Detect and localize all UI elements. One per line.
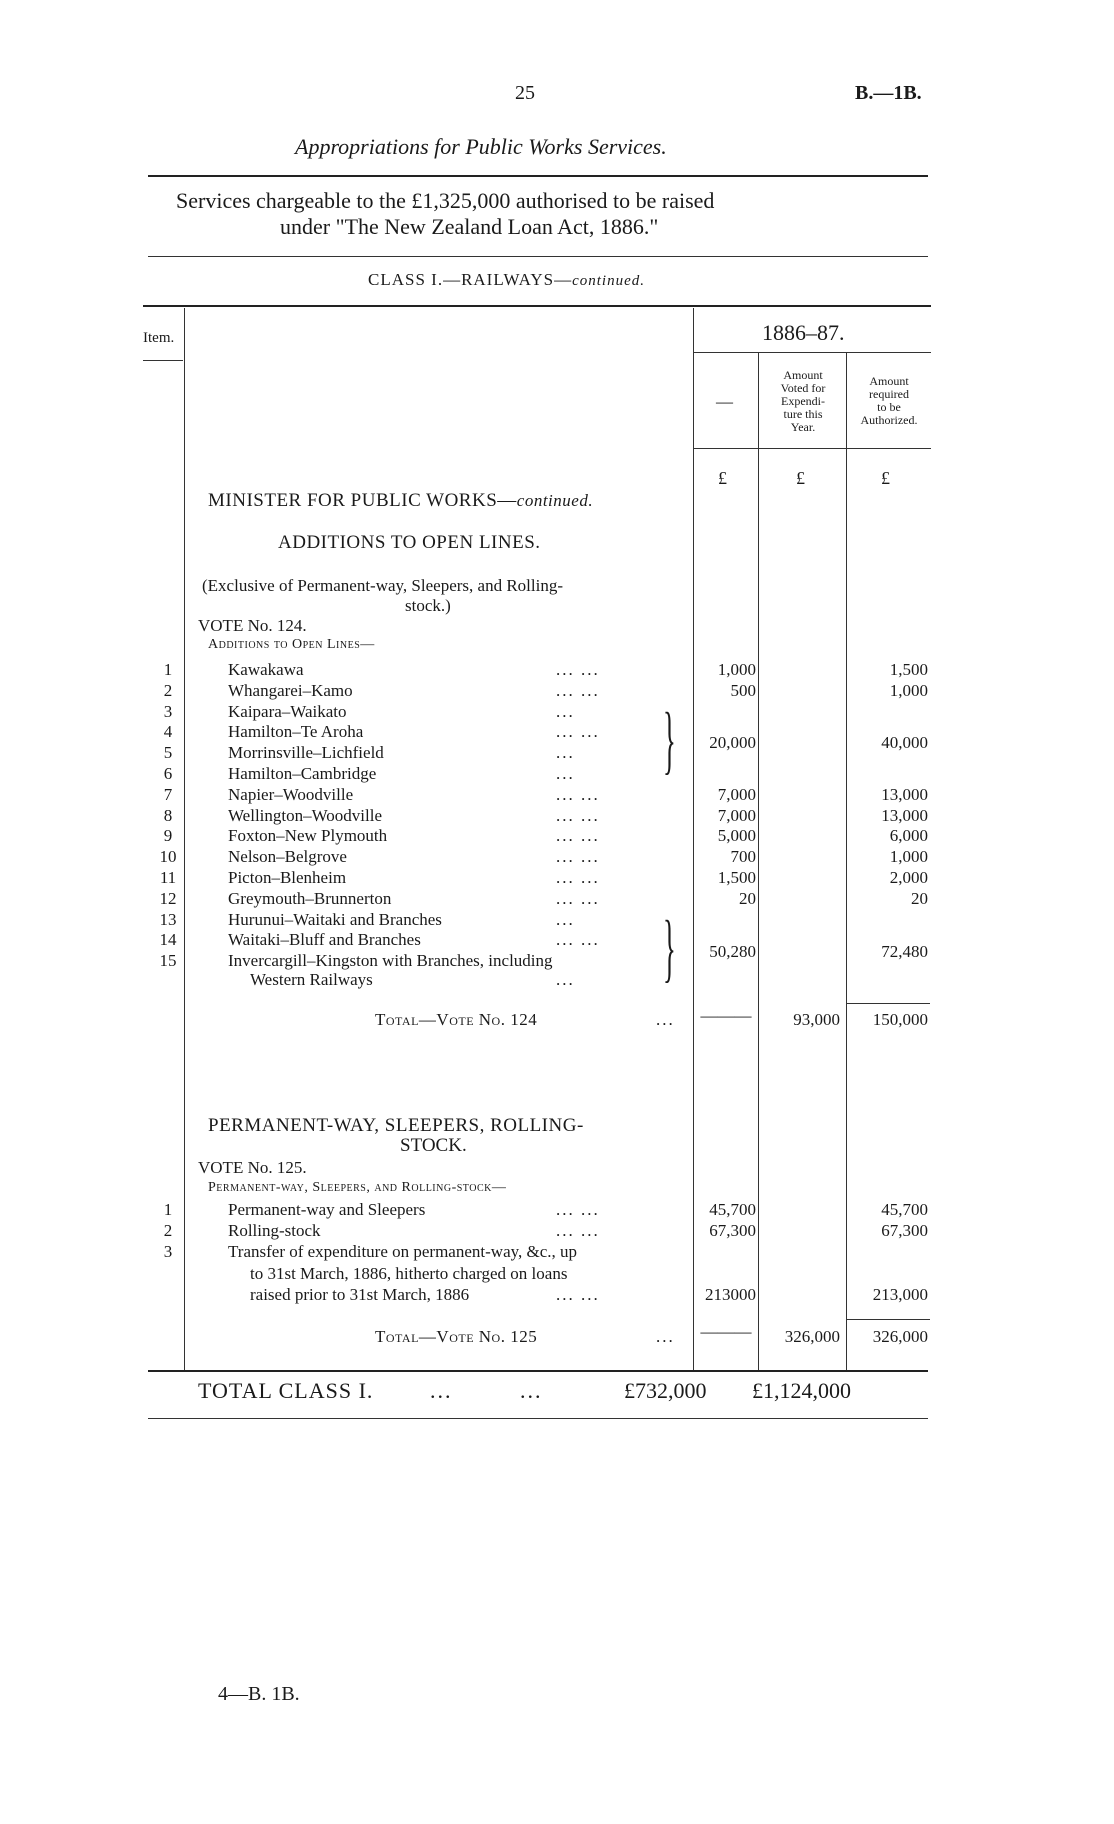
item-number: 3 <box>163 1242 173 1261</box>
grand-total-label: TOTAL CLASS I. <box>198 1378 374 1403</box>
item-number: 3 <box>163 701 173 721</box>
item-name: Kawakawa <box>228 660 304 679</box>
leader-dots: ... ... <box>556 930 600 950</box>
brace-items-3-6: } <box>663 698 676 782</box>
section1-note-line-2: stock.) <box>405 596 451 615</box>
col1-heading: — <box>716 392 733 411</box>
item-amount-col3: 72,480 <box>881 942 928 961</box>
item-name: Transfer of expenditure on permanent-way, &c., up <box>228 1242 578 1261</box>
col3-heading-line: Authorized. <box>860 413 918 427</box>
section1-heading: ADDITIONS TO OPEN LINES. <box>278 532 541 553</box>
item-amount-col3: 13,000 <box>881 805 928 825</box>
item-amount-col3: 1,000 <box>889 847 928 867</box>
item-amount-col3: 1,500 <box>889 660 928 679</box>
subtitle-line-2: under "The New Zealand Loan Act, 1886." <box>280 214 659 239</box>
vote-125-total-rule <box>846 1319 930 1320</box>
leader-dots: ... ... <box>556 805 600 825</box>
item-amount-col1: 5,000 <box>717 826 756 846</box>
minister-heading <box>208 490 593 512</box>
vote-124-total-rule <box>846 1003 930 1004</box>
item-3-dots: ... ... <box>556 1285 600 1304</box>
vote-125-total-dots: ... <box>656 1327 675 1346</box>
document-reference: B.—1B. <box>855 82 922 104</box>
item-col-divider <box>184 308 185 1370</box>
item-name: Permanent-way and Sleepers <box>228 1200 426 1219</box>
item-name: Morrinsville–Lichfield <box>228 743 384 763</box>
item-amount-col3: 2,000 <box>889 868 928 887</box>
item-number: 10 <box>159 847 177 867</box>
vote-124-label: VOTE No. 124. <box>198 616 307 635</box>
item-3-line-2: to 31st March, 1886, hitherto charged on loans <box>250 1264 568 1283</box>
subtitle-rule <box>148 256 928 257</box>
item-number: 1 <box>163 1200 173 1219</box>
vote-125-total-col2: 326,000 <box>784 1327 840 1346</box>
grand-total-top-rule <box>148 1370 928 1372</box>
item-number: 13 <box>159 909 177 929</box>
item-name: Whangarei–Kamo <box>228 680 353 700</box>
item-name: Foxton–New Plymouth <box>228 826 388 846</box>
leader-dots: ... <box>556 743 575 763</box>
brace-items-13-15: } <box>663 906 676 990</box>
item-amount-col3: 67,300 <box>881 1221 928 1240</box>
item-amount-col1: 50,280 <box>709 942 756 961</box>
year-rule <box>693 352 931 353</box>
item-amount-col1: 67,300 <box>709 1221 756 1240</box>
item-name: Invercargill–Kingston with Branches, including <box>228 951 553 971</box>
item-amount-col3: 40,000 <box>881 733 928 752</box>
item-number: 2 <box>163 1221 173 1240</box>
item-name: Waitaki–Bluff and Branches <box>228 930 421 950</box>
grand-total-bottom-rule <box>148 1418 928 1419</box>
page-number: 25 <box>515 82 535 104</box>
year-heading: 1886–87. <box>762 320 845 345</box>
col2-heading <box>760 369 846 434</box>
section1-note-line-1: (Exclusive of Permanent-way, Sleepers, and Rolling- <box>202 576 563 595</box>
table-top-rule <box>143 305 931 307</box>
col3-heading-line: to be <box>877 400 901 414</box>
item-name: Rolling-stock <box>228 1221 321 1240</box>
leader-dots: ... <box>556 909 575 929</box>
grand-total-col2: £732,000 <box>624 1378 707 1403</box>
minister-heading-text: MINISTER FOR PUBLIC WORKS— <box>208 490 517 511</box>
item-amount-col3: 20 <box>911 888 928 908</box>
item-amount-col1: 1,000 <box>717 660 756 679</box>
item-column-label: Item. <box>143 330 175 346</box>
vote-124-total-dots: ... <box>656 1010 675 1029</box>
item-number: 5 <box>163 743 173 763</box>
item-number: 2 <box>163 680 173 700</box>
item-name: Picton–Blenheim <box>228 868 347 887</box>
item-number: 12 <box>159 888 177 908</box>
item-name: Napier–Woodville <box>228 784 354 804</box>
item-label-rule <box>143 360 183 361</box>
col2-heading-line: ture this <box>783 407 823 421</box>
item-3-col1: 213000 <box>705 1285 756 1304</box>
item-number: 1 <box>163 660 173 679</box>
col3-heading-line: Amount <box>869 374 909 388</box>
currency-symbol-col2: £ <box>796 468 805 488</box>
item-name: Hamilton–Cambridge <box>228 764 377 783</box>
item-amount-col3: 1,000 <box>889 680 928 700</box>
title-rule <box>148 175 928 177</box>
item-amount-col3: 45,700 <box>881 1200 928 1219</box>
grand-total-dots: ... ... <box>430 1378 543 1403</box>
item-number: 9 <box>163 826 173 846</box>
section1-subheading: Additions to Open Lines— <box>208 637 375 652</box>
item-name: Greymouth–Brunnerton <box>228 888 392 908</box>
item-15-cont-dots: ... <box>556 970 575 989</box>
col3-heading-line: required <box>869 387 909 401</box>
item-amount-col1: 20,000 <box>709 733 756 752</box>
item-amount-col1: 700 <box>730 847 756 867</box>
leader-dots: ... ... <box>556 722 600 742</box>
item-amount-col1: 7,000 <box>717 805 756 825</box>
vote-124-total-col2: 93,000 <box>793 1010 840 1029</box>
item-number: 7 <box>163 784 173 804</box>
item-name: Kaipara–Waikato <box>228 701 347 721</box>
col2-heading-line: Year. <box>790 420 816 434</box>
vote-125-label: VOTE No. 125. <box>198 1158 307 1177</box>
class-heading-cont: continued. <box>572 273 645 289</box>
vote-124-total-label: Total—Vote No. 124 <box>375 1010 538 1029</box>
page-title: Appropriations for Public Works Services. <box>295 134 667 159</box>
leader-dots: ... <box>556 701 575 721</box>
item-name: Wellington–Woodville <box>228 805 383 825</box>
vote-125-total-col1: ——— <box>700 1322 752 1341</box>
item-number: 15 <box>159 951 177 971</box>
col2-heading-line: Amount <box>783 368 823 382</box>
section2-subheading: Permanent-way, Sleepers, and Rolling-stock— <box>208 1180 507 1195</box>
vote-125-total-label: Total—Vote No. 125 <box>375 1327 538 1346</box>
item-amount-col1: 20 <box>739 888 756 908</box>
item-number: 11 <box>159 868 177 887</box>
item-number: 14 <box>159 930 177 950</box>
currency-symbol-col1: £ <box>718 468 727 488</box>
minister-heading-cont: continued. <box>516 491 594 510</box>
leader-dots: ... ... <box>556 1200 600 1219</box>
printer-signature: 4—B. 1B. <box>218 1683 300 1705</box>
leader-dots: ... ... <box>556 680 600 700</box>
item-amount-col1: 7,000 <box>717 784 756 804</box>
leader-dots: ... ... <box>556 826 600 846</box>
col1-col2-divider <box>758 352 759 1370</box>
vote-124-total-col1: ——— <box>700 1006 752 1025</box>
leader-dots: ... <box>556 764 575 783</box>
item-3-col3: 213,000 <box>872 1285 928 1304</box>
section2-heading-line-2: STOCK. <box>400 1135 467 1156</box>
item-name: Hurunui–Waitaki and Branches <box>228 909 442 929</box>
leader-dots: ... ... <box>556 660 600 679</box>
col2-heading-line: Voted for <box>780 381 826 395</box>
col2-heading-line: Expendi- <box>781 394 825 408</box>
item-name: Hamilton–Te Aroha <box>228 722 364 742</box>
item-amount-col3: 13,000 <box>881 784 928 804</box>
section2-heading-line-1: PERMANENT-WAY, SLEEPERS, ROLLING- <box>208 1115 584 1136</box>
currency-symbol-col3: £ <box>881 468 890 488</box>
leader-dots: ... ... <box>556 888 600 908</box>
item-15-continuation: Western Railways <box>250 970 373 989</box>
item-number: 8 <box>163 805 173 825</box>
item-name: Nelson–Belgrove <box>228 847 347 867</box>
item-3-line-3: raised prior to 31st March, 1886 <box>250 1285 470 1304</box>
leader-dots: ... ... <box>556 868 600 887</box>
subtitle-line-1: Services chargeable to the £1,325,000 authorised to be raised <box>176 188 715 213</box>
vote-124-total-col3: 150,000 <box>872 1010 928 1029</box>
item-number: 6 <box>163 764 173 783</box>
col3-heading <box>847 375 931 427</box>
leader-dots: ... ... <box>556 1221 600 1240</box>
grand-total-col3: £1,124,000 <box>752 1378 851 1403</box>
item-amount-col1: 500 <box>730 680 756 700</box>
leader-dots: ... ... <box>556 847 600 867</box>
class-heading <box>368 270 645 290</box>
vote-125-total-col3: 326,000 <box>872 1327 928 1346</box>
header-bottom-rule <box>693 448 931 449</box>
class-heading-text: CLASS I.—RAILWAYS— <box>368 270 573 289</box>
item-amount-col3: 6,000 <box>889 826 928 846</box>
col2-col3-divider <box>846 352 847 1370</box>
item-amount-col1: 45,700 <box>709 1200 756 1219</box>
leader-dots: ... ... <box>556 784 600 804</box>
item-number: 4 <box>163 722 173 742</box>
item-amount-col1: 1,500 <box>717 868 756 887</box>
